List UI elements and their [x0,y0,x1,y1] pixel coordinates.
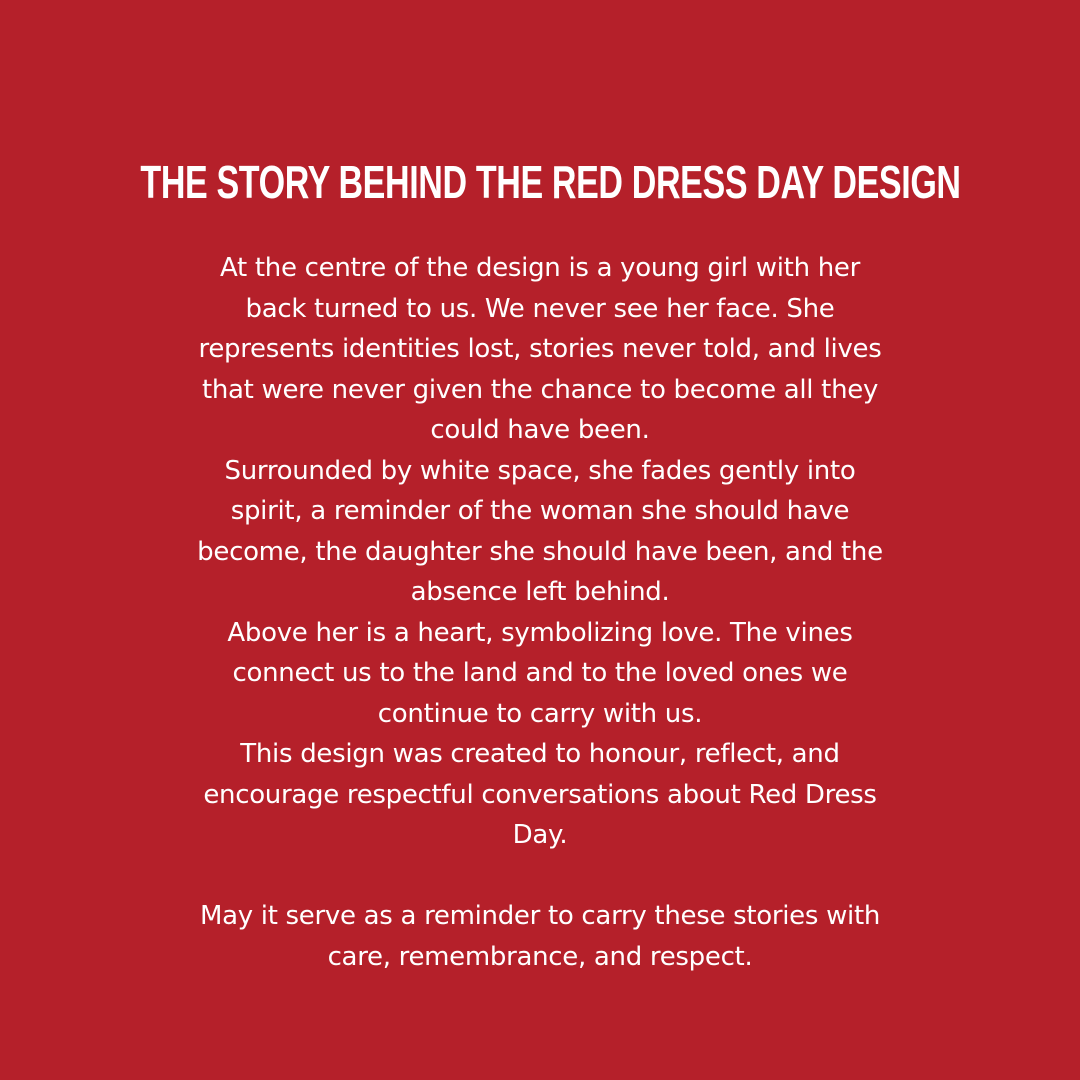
text-line: care, remembrance, and respect. [327,941,753,972]
text-line: encourage respectful conversations about Red Dress [203,779,877,810]
text-line: absence left behind. [410,577,670,607]
text-line: May it serve as a reminder to carry these stories with [199,901,881,931]
paragraph-intro [140,248,940,451]
text-line: become, the daughter she should have been, and the [197,536,883,567]
text-line: continue to carry with us. [377,698,703,729]
text-line: Surrounded by white space, she fades gently into [224,455,856,486]
text-line: connect us to the land and to the loved ones we [232,658,848,688]
text-line: At the centre of the design is a young girl with her [220,253,860,283]
text-line: Above her is a heart, symbolizing love. The vines [227,617,853,648]
text-line: back turned to us. We never see her face. She [245,293,835,324]
paragraph-white-space [140,451,940,613]
paragraph-spacer [140,856,940,897]
paragraph-heart [140,613,940,735]
page-title: THE STORY BEHIND THE RED DRESS DAY DESIGN [140,156,961,208]
text-line: Day. [512,820,568,850]
text-line: represents identities lost, stories never told, and lives [198,334,882,364]
text-line: could have been. [430,415,650,445]
text-line: This design was created to honour, reflect, and [240,739,840,769]
text-line: spirit, a reminder of the woman she should have [230,496,850,526]
story-text [140,248,940,977]
paragraph-purpose [140,734,940,856]
paragraph-closing [140,896,940,977]
text-line: that were never given the chance to become all they [201,374,879,405]
